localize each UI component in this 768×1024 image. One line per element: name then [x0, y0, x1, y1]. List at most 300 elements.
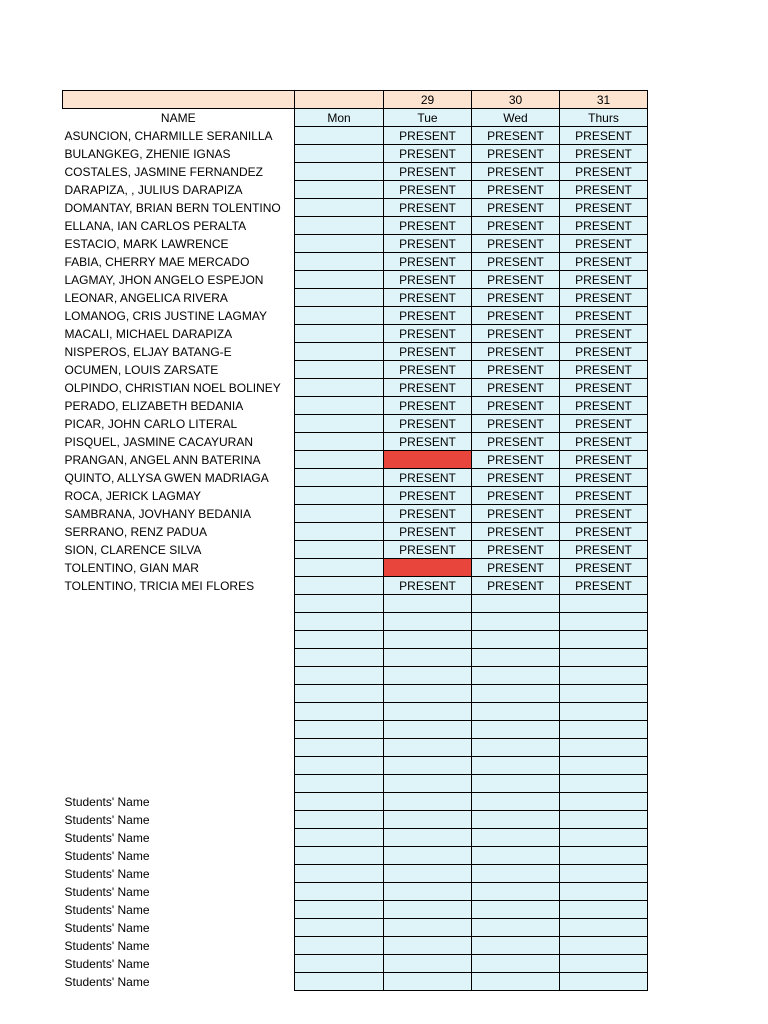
blank-row [63, 631, 648, 649]
attendance-cell[interactable] [472, 847, 560, 865]
attendance-cell[interactable] [560, 829, 648, 847]
attendance-cell[interactable] [295, 145, 384, 163]
date-cell[interactable]: 31 [560, 91, 648, 109]
student-row [63, 163, 648, 181]
attendance-cell[interactable] [295, 721, 384, 739]
attendance-cell[interactable]: PRESENT [560, 307, 648, 325]
attendance-cell[interactable]: PRESENT [472, 181, 560, 199]
student-name-cell[interactable]: ASUNCION, CHARMILLE SERANILLA [64, 128, 273, 143]
placeholder-row [63, 901, 648, 919]
student-name-cell[interactable] [63, 703, 295, 721]
student-name-placeholder[interactable]: Students' Name [64, 830, 150, 845]
attendance-cell[interactable] [384, 865, 472, 883]
attendance-cell[interactable] [560, 937, 648, 955]
day-header-cell[interactable]: Wed [472, 109, 560, 127]
student-name-cell[interactable]: QUINTO, ALLYSA GWEN MADRIAGA [64, 470, 269, 485]
attendance-cell[interactable] [472, 811, 560, 829]
absent-cell[interactable] [384, 559, 472, 577]
attendance-cell[interactable]: PRESENT [472, 343, 560, 361]
student-row [63, 577, 648, 595]
student-row [63, 271, 648, 289]
student-name-cell[interactable] [63, 613, 295, 631]
student-name-placeholder[interactable]: Students' Name [64, 938, 150, 953]
attendance-cell[interactable]: PRESENT [472, 127, 560, 145]
student-row [63, 433, 648, 451]
attendance-cell[interactable] [472, 649, 560, 667]
attendance-cell[interactable] [560, 595, 648, 613]
attendance-cell[interactable]: PRESENT [472, 541, 560, 559]
date-cell[interactable]: 29 [384, 91, 472, 109]
attendance-cell[interactable] [384, 811, 472, 829]
attendance-cell[interactable] [295, 937, 384, 955]
student-row [63, 181, 648, 199]
attendance-cell[interactable]: PRESENT [384, 469, 472, 487]
student-name-cell[interactable]: LEONAR, ANGELICA RIVERA [64, 290, 228, 305]
attendance-cell[interactable] [384, 649, 472, 667]
student-row [63, 145, 648, 163]
attendance-cell[interactable] [472, 721, 560, 739]
attendance-cell[interactable]: PRESENT [384, 163, 472, 181]
attendance-cell[interactable] [384, 703, 472, 721]
blank-row [63, 721, 648, 739]
student-name-cell[interactable]: NISPEROS, ELJAY BATANG-E [64, 344, 232, 359]
attendance-cell[interactable]: PRESENT [384, 145, 472, 163]
attendance-cell[interactable] [560, 901, 648, 919]
attendance-body [63, 91, 648, 991]
attendance-cell[interactable] [295, 397, 384, 415]
attendance-cell[interactable]: PRESENT [560, 343, 648, 361]
attendance-cell[interactable]: PRESENT [472, 415, 560, 433]
attendance-cell[interactable] [560, 919, 648, 937]
header-cell-blank[interactable] [63, 91, 295, 109]
attendance-cell[interactable] [472, 685, 560, 703]
attendance-cell[interactable] [384, 937, 472, 955]
attendance-cell[interactable] [295, 505, 384, 523]
attendance-cell[interactable]: PRESENT [384, 433, 472, 451]
attendance-cell[interactable]: PRESENT [384, 127, 472, 145]
placeholder-row [63, 955, 648, 973]
attendance-cell[interactable] [295, 757, 384, 775]
attendance-cell[interactable] [295, 541, 384, 559]
student-row [63, 235, 648, 253]
attendance-cell[interactable] [384, 847, 472, 865]
student-name-cell[interactable]: BULANGKEG, ZHENIE IGNAS [64, 146, 231, 161]
blank-row [63, 595, 648, 613]
attendance-cell[interactable]: PRESENT [560, 577, 648, 595]
attendance-cell[interactable]: PRESENT [472, 487, 560, 505]
attendance-cell[interactable] [295, 901, 384, 919]
attendance-cell[interactable] [384, 883, 472, 901]
attendance-cell[interactable] [560, 793, 648, 811]
attendance-cell[interactable] [472, 865, 560, 883]
attendance-cell[interactable] [472, 613, 560, 631]
attendance-cell[interactable] [295, 703, 384, 721]
student-name-cell[interactable]: PISQUEL, JASMINE CACAYURAN [64, 434, 253, 449]
blank-row [63, 667, 648, 685]
day-header-cell[interactable]: Thurs [560, 109, 648, 127]
attendance-cell[interactable]: PRESENT [560, 217, 648, 235]
student-name-cell[interactable]: TOLENTINO, TRICIA MEI FLORES [64, 578, 255, 593]
attendance-cell[interactable] [560, 973, 648, 991]
attendance-cell[interactable]: PRESENT [384, 199, 472, 217]
student-row [63, 379, 648, 397]
student-name-cell[interactable] [63, 631, 295, 649]
attendance-cell[interactable]: PRESENT [384, 325, 472, 343]
attendance-cell[interactable] [295, 163, 384, 181]
attendance-cell[interactable] [295, 469, 384, 487]
student-name-cell[interactable]: DARAPIZA, , JULIUS DARAPIZA [64, 182, 243, 197]
name-column-header[interactable]: NAME [160, 110, 196, 125]
attendance-cell[interactable] [560, 757, 648, 775]
placeholder-row [63, 829, 648, 847]
attendance-cell[interactable] [295, 289, 384, 307]
attendance-cell[interactable]: PRESENT [560, 199, 648, 217]
student-name-cell[interactable]: TOLENTINO, GIAN MAR [64, 560, 199, 575]
attendance-cell[interactable] [560, 739, 648, 757]
student-name-placeholder[interactable]: Students' Name [64, 902, 150, 917]
attendance-cell[interactable]: PRESENT [560, 379, 648, 397]
date-header-row [63, 91, 648, 109]
attendance-cell[interactable]: PRESENT [384, 289, 472, 307]
student-name-cell[interactable]: SAMBRANA, JOVHANY BEDANIA [64, 506, 251, 521]
attendance-cell[interactable] [384, 775, 472, 793]
student-name-cell[interactable] [63, 649, 295, 667]
student-row [63, 253, 648, 271]
attendance-cell[interactable]: PRESENT [560, 451, 648, 469]
attendance-cell[interactable] [295, 217, 384, 235]
day-header-cell[interactable]: Tue [384, 109, 472, 127]
attendance-cell[interactable] [560, 703, 648, 721]
student-name-placeholder[interactable]: Students' Name [64, 866, 150, 881]
attendance-cell[interactable] [560, 721, 648, 739]
attendance-cell[interactable] [384, 685, 472, 703]
attendance-cell[interactable]: PRESENT [384, 181, 472, 199]
attendance-cell[interactable] [560, 955, 648, 973]
attendance-cell[interactable]: PRESENT [472, 523, 560, 541]
attendance-cell[interactable] [384, 955, 472, 973]
student-row [63, 127, 648, 145]
attendance-cell[interactable] [560, 775, 648, 793]
student-row [63, 523, 648, 541]
attendance-cell[interactable] [560, 667, 648, 685]
attendance-cell[interactable]: PRESENT [560, 145, 648, 163]
attendance-cell[interactable] [472, 739, 560, 757]
student-row [63, 397, 648, 415]
attendance-cell[interactable]: PRESENT [472, 235, 560, 253]
attendance-cell[interactable] [384, 793, 472, 811]
attendance-cell[interactable]: PRESENT [560, 523, 648, 541]
student-row [63, 307, 648, 325]
blank-row [63, 739, 648, 757]
absent-cell[interactable] [384, 451, 472, 469]
attendance-cell[interactable] [295, 433, 384, 451]
attendance-cell[interactable] [384, 919, 472, 937]
student-row [63, 343, 648, 361]
attendance-cell[interactable]: PRESENT [560, 181, 648, 199]
attendance-cell[interactable] [295, 865, 384, 883]
attendance-cell[interactable]: PRESENT [384, 343, 472, 361]
student-row [63, 415, 648, 433]
attendance-cell[interactable] [295, 973, 384, 991]
attendance-cell[interactable] [295, 631, 384, 649]
attendance-cell[interactable] [472, 667, 560, 685]
attendance-cell[interactable] [295, 559, 384, 577]
student-name-cell[interactable]: COSTALES, JASMINE FERNANDEZ [64, 164, 263, 179]
attendance-cell[interactable] [295, 829, 384, 847]
attendance-cell[interactable]: PRESENT [560, 487, 648, 505]
attendance-cell[interactable] [295, 415, 384, 433]
attendance-cell[interactable]: PRESENT [472, 307, 560, 325]
student-name-cell[interactable] [63, 685, 295, 703]
attendance-cell[interactable] [472, 955, 560, 973]
attendance-cell[interactable]: PRESENT [472, 325, 560, 343]
attendance-cell[interactable] [295, 955, 384, 973]
attendance-cell[interactable] [295, 793, 384, 811]
attendance-cell[interactable] [384, 829, 472, 847]
attendance-cell[interactable]: PRESENT [560, 325, 648, 343]
attendance-cell[interactable]: PRESENT [560, 271, 648, 289]
placeholder-row [63, 919, 648, 937]
attendance-cell[interactable]: PRESENT [384, 361, 472, 379]
attendance-cell[interactable]: PRESENT [384, 415, 472, 433]
attendance-cell[interactable] [384, 667, 472, 685]
attendance-cell[interactable]: PRESENT [560, 163, 648, 181]
attendance-cell[interactable] [560, 811, 648, 829]
student-name-cell[interactable] [63, 721, 295, 739]
attendance-cell[interactable]: PRESENT [472, 361, 560, 379]
attendance-cell[interactable] [295, 919, 384, 937]
attendance-cell[interactable] [295, 199, 384, 217]
student-name-placeholder[interactable]: Students' Name [64, 794, 150, 809]
attendance-cell[interactable] [295, 235, 384, 253]
student-name-placeholder[interactable]: Students' Name [64, 812, 150, 827]
attendance-cell[interactable] [295, 685, 384, 703]
attendance-cell[interactable]: PRESENT [384, 253, 472, 271]
student-row [63, 361, 648, 379]
student-name-cell[interactable] [63, 595, 295, 613]
attendance-cell[interactable] [384, 739, 472, 757]
attendance-cell[interactable]: PRESENT [472, 289, 560, 307]
attendance-cell[interactable]: PRESENT [384, 217, 472, 235]
attendance-cell[interactable] [384, 721, 472, 739]
attendance-cell[interactable] [295, 451, 384, 469]
attendance-cell[interactable] [295, 883, 384, 901]
placeholder-row [63, 937, 648, 955]
attendance-cell[interactable] [472, 703, 560, 721]
blank-row [63, 685, 648, 703]
attendance-cell[interactable] [384, 973, 472, 991]
student-name-cell[interactable]: DOMANTAY, BRIAN BERN TOLENTINO [64, 200, 281, 215]
attendance-cell[interactable] [295, 181, 384, 199]
attendance-cell[interactable] [295, 343, 384, 361]
attendance-cell[interactable]: PRESENT [472, 199, 560, 217]
attendance-cell[interactable] [472, 829, 560, 847]
attendance-cell[interactable] [295, 379, 384, 397]
attendance-cell[interactable] [384, 613, 472, 631]
attendance-cell[interactable]: PRESENT [560, 361, 648, 379]
attendance-cell[interactable] [295, 847, 384, 865]
attendance-cell[interactable] [472, 901, 560, 919]
attendance-cell[interactable] [560, 865, 648, 883]
attendance-cell[interactable]: PRESENT [560, 127, 648, 145]
student-name-cell[interactable]: FABIA, CHERRY MAE MERCADO [64, 254, 250, 269]
student-name-cell[interactable]: ROCA, JERICK LAGMAY [64, 488, 201, 503]
attendance-cell[interactable] [560, 883, 648, 901]
student-row [63, 505, 648, 523]
attendance-cell[interactable] [295, 325, 384, 343]
student-name-cell[interactable]: LAGMAY, JHON ANGELO ESPEJON [64, 272, 264, 287]
attendance-cell[interactable]: PRESENT [472, 379, 560, 397]
placeholder-row [63, 865, 648, 883]
student-row [63, 487, 648, 505]
attendance-cell[interactable] [560, 649, 648, 667]
attendance-cell[interactable]: PRESENT [384, 487, 472, 505]
student-name-cell[interactable] [63, 757, 295, 775]
attendance-cell[interactable] [560, 613, 648, 631]
attendance-cell[interactable] [472, 919, 560, 937]
attendance-cell[interactable] [295, 127, 384, 145]
day-header-row [63, 109, 648, 127]
student-name-cell[interactable]: PRANGAN, ANGEL ANN BATERINA [64, 452, 261, 467]
attendance-cell[interactable]: PRESENT [560, 505, 648, 523]
student-name-cell[interactable]: ESTACIO, MARK LAWRENCE [64, 236, 229, 251]
attendance-cell[interactable] [295, 577, 384, 595]
attendance-cell[interactable] [560, 631, 648, 649]
attendance-cell[interactable] [295, 361, 384, 379]
student-name-cell[interactable] [63, 667, 295, 685]
attendance-cell[interactable]: PRESENT [472, 397, 560, 415]
attendance-cell[interactable]: PRESENT [384, 235, 472, 253]
attendance-cell[interactable] [560, 847, 648, 865]
attendance-cell[interactable] [560, 685, 648, 703]
attendance-cell[interactable]: PRESENT [472, 271, 560, 289]
student-name-placeholder[interactable]: Students' Name [64, 920, 150, 935]
attendance-cell[interactable] [472, 595, 560, 613]
student-row [63, 289, 648, 307]
attendance-cell[interactable]: PRESENT [384, 271, 472, 289]
attendance-cell[interactable] [295, 523, 384, 541]
attendance-cell[interactable]: PRESENT [384, 541, 472, 559]
blank-row [63, 775, 648, 793]
attendance-cell[interactable] [295, 613, 384, 631]
attendance-cell[interactable]: PRESENT [384, 379, 472, 397]
placeholder-row [63, 811, 648, 829]
attendance-cell[interactable] [472, 631, 560, 649]
attendance-cell[interactable]: PRESENT [560, 541, 648, 559]
student-row [63, 469, 648, 487]
blank-row [63, 613, 648, 631]
attendance-cell[interactable]: PRESENT [472, 145, 560, 163]
student-name-placeholder[interactable]: Students' Name [64, 884, 150, 899]
date-cell[interactable]: 30 [472, 91, 560, 109]
attendance-cell[interactable] [295, 649, 384, 667]
attendance-cell[interactable]: PRESENT [472, 217, 560, 235]
attendance-cell[interactable] [295, 595, 384, 613]
day-header-cell[interactable]: Mon [295, 109, 384, 127]
student-name-cell[interactable]: PICAR, JOHN CARLO LITERAL [64, 416, 238, 431]
attendance-cell[interactable]: PRESENT [384, 397, 472, 415]
student-row [63, 199, 648, 217]
attendance-cell[interactable]: PRESENT [472, 559, 560, 577]
placeholder-row [63, 883, 648, 901]
student-name-cell[interactable]: PERADO, ELIZABETH BEDANIA [64, 398, 244, 413]
attendance-cell[interactable]: PRESENT [560, 289, 648, 307]
attendance-cell[interactable] [384, 595, 472, 613]
student-name-placeholder[interactable]: Students' Name [64, 848, 150, 863]
student-name-cell[interactable]: SION, CLARENCE SILVA [64, 542, 202, 557]
student-row [63, 541, 648, 559]
attendance-cell[interactable]: PRESENT [384, 505, 472, 523]
placeholder-row [63, 793, 648, 811]
attendance-cell[interactable]: PRESENT [384, 577, 472, 595]
attendance-cell[interactable]: PRESENT [560, 397, 648, 415]
attendance-cell[interactable] [295, 487, 384, 505]
student-name-placeholder[interactable]: Students' Name [64, 974, 150, 989]
attendance-cell[interactable] [472, 793, 560, 811]
student-row [63, 451, 648, 469]
header-cell-blank[interactable] [295, 91, 384, 109]
attendance-cell[interactable] [472, 775, 560, 793]
attendance-cell[interactable] [295, 667, 384, 685]
attendance-cell[interactable]: PRESENT [384, 307, 472, 325]
attendance-cell[interactable] [295, 271, 384, 289]
attendance-cell[interactable]: PRESENT [472, 577, 560, 595]
placeholder-row [63, 973, 648, 991]
attendance-cell[interactable]: PRESENT [472, 163, 560, 181]
attendance-cell[interactable]: PRESENT [560, 415, 648, 433]
attendance-cell[interactable]: PRESENT [472, 433, 560, 451]
student-name-cell[interactable]: ELLANA, IAN CARLOS PERALTA [64, 218, 247, 233]
attendance-cell[interactable] [384, 901, 472, 919]
attendance-cell[interactable]: PRESENT [560, 235, 648, 253]
attendance-cell[interactable] [384, 757, 472, 775]
attendance-cell[interactable] [295, 811, 384, 829]
attendance-cell[interactable] [295, 739, 384, 757]
attendance-cell[interactable]: PRESENT [472, 469, 560, 487]
attendance-sheet [62, 90, 648, 991]
attendance-cell[interactable] [472, 883, 560, 901]
blank-row [63, 649, 648, 667]
attendance-cell[interactable]: PRESENT [560, 559, 648, 577]
attendance-cell[interactable] [472, 937, 560, 955]
student-name-cell[interactable] [63, 775, 295, 793]
student-row [63, 559, 648, 577]
attendance-cell[interactable] [472, 973, 560, 991]
attendance-cell[interactable]: PRESENT [384, 523, 472, 541]
attendance-cell[interactable] [295, 775, 384, 793]
attendance-cell[interactable] [384, 631, 472, 649]
attendance-cell[interactable] [472, 757, 560, 775]
student-row [63, 217, 648, 235]
attendance-cell[interactable]: PRESENT [472, 451, 560, 469]
attendance-cell[interactable]: PRESENT [560, 433, 648, 451]
attendance-cell[interactable]: PRESENT [560, 253, 648, 271]
attendance-cell[interactable]: PRESENT [560, 469, 648, 487]
student-name-cell[interactable] [63, 739, 295, 757]
student-name-cell[interactable]: MACALI, MICHAEL DARAPIZA [64, 326, 233, 341]
attendance-cell[interactable] [295, 307, 384, 325]
student-name-cell[interactable]: OLPINDO, CHRISTIAN NOEL BOLINEY [64, 380, 281, 395]
attendance-cell[interactable] [295, 253, 384, 271]
student-name-cell[interactable]: SERRANO, RENZ PADUA [64, 524, 207, 539]
attendance-cell[interactable]: PRESENT [472, 253, 560, 271]
student-name-cell[interactable]: LOMANOG, CRIS JUSTINE LAGMAY [64, 308, 267, 323]
blank-row [63, 703, 648, 721]
student-row [63, 325, 648, 343]
attendance-cell[interactable]: PRESENT [472, 505, 560, 523]
student-name-placeholder[interactable]: Students' Name [64, 956, 150, 971]
student-name-cell[interactable]: OCUMEN, LOUIS ZARSATE [64, 362, 219, 377]
